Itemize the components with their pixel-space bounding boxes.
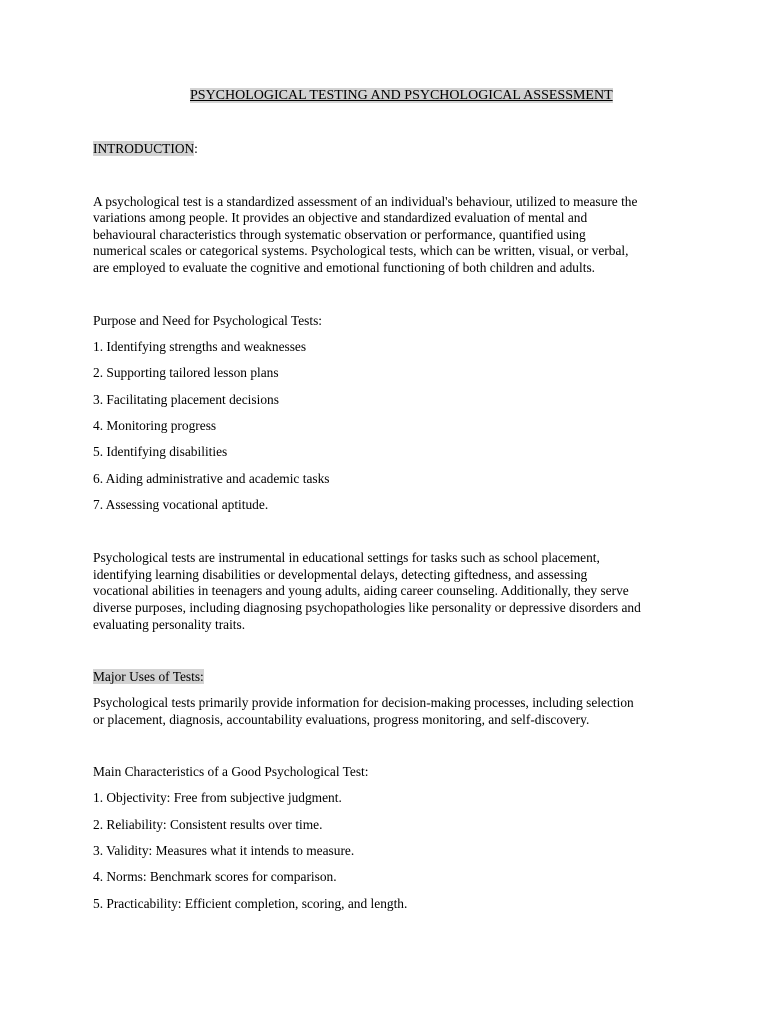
characteristics-list-item: 5. Practicability: Efficient completion, scoring, and length. xyxy=(93,896,408,911)
major-uses-heading-text: Major Uses of Tests: xyxy=(93,669,204,684)
characteristics-list-item: 3. Validity: Measures what it intends to measure. xyxy=(93,843,355,858)
purpose-paragraph-line: vocational abilities in teenagers and young adults, aiding career counseling. Additionally, they serve xyxy=(93,583,629,598)
purpose-list-item: 1. Identifying strengths and weaknesses xyxy=(93,339,307,354)
characteristics-list-item: 4. Norms: Benchmark scores for comparison. xyxy=(93,869,337,884)
purpose-list-item: 5. Identifying disabilities xyxy=(93,444,228,459)
major-uses-paragraph-line: or placement, diagnosis, accountability evaluations, progress monitoring, and self-discovery. xyxy=(93,712,590,727)
purpose-paragraph-line: diverse purposes, including diagnosing psychopathologies like personality or depressive disorders and xyxy=(93,600,641,615)
introduction-paragraph-line: A psychological test is a standardized assessment of an individual's behaviour, utilized to measure the xyxy=(93,194,638,209)
introduction-paragraph-line: variations among people. It provides an objective and standardized evaluation of mental and xyxy=(93,210,588,225)
major-uses-heading xyxy=(93,669,204,685)
introduction-paragraph-line: behavioural characteristics through systematic observation or performance, quantified using xyxy=(93,227,586,242)
major-uses-paragraph-line: Psychological tests primarily provide information for decision-making processes, including selection xyxy=(93,695,634,710)
introduction-paragraph-line: numerical scales or categorical systems. Psychological tests, which can be written, visual, or verbal, xyxy=(93,243,629,258)
purpose-paragraph-line: identifying learning disabilities or developmental delays, detecting giftedness, and assessing xyxy=(93,567,588,582)
introduction-heading-colon: : xyxy=(194,141,198,156)
characteristics-heading: Main Characteristics of a Good Psychological Test: xyxy=(93,764,369,779)
purpose-list-item: 7. Assessing vocational aptitude. xyxy=(93,497,269,512)
purpose-list-item: 2. Supporting tailored lesson plans xyxy=(93,365,279,380)
purpose-list-item: 6. Aiding administrative and academic tasks xyxy=(93,471,330,486)
document-title-text: PSYCHOLOGICAL TESTING AND PSYCHOLOGICAL ASSESSMENT xyxy=(190,88,613,103)
purpose-paragraph-line: evaluating personality traits. xyxy=(93,617,246,632)
purpose-list-item: 3. Facilitating placement decisions xyxy=(93,392,279,407)
characteristics-list-item: 1. Objectivity: Free from subjective judgment. xyxy=(93,790,342,805)
purpose-heading: Purpose and Need for Psychological Tests: xyxy=(93,313,323,328)
introduction-heading-text: INTRODUCTION xyxy=(93,141,195,156)
purpose-paragraph-line: Psychological tests are instrumental in educational settings for tasks such as school placement, xyxy=(93,550,600,565)
characteristics-list-item: 2. Reliability: Consistent results over time. xyxy=(93,817,323,832)
document-title xyxy=(190,88,613,104)
introduction-paragraph-line: are employed to evaluate the cognitive and emotional functioning of both children and adults. xyxy=(93,260,595,275)
introduction-heading xyxy=(93,141,198,157)
purpose-list-item: 4. Monitoring progress xyxy=(93,418,217,433)
